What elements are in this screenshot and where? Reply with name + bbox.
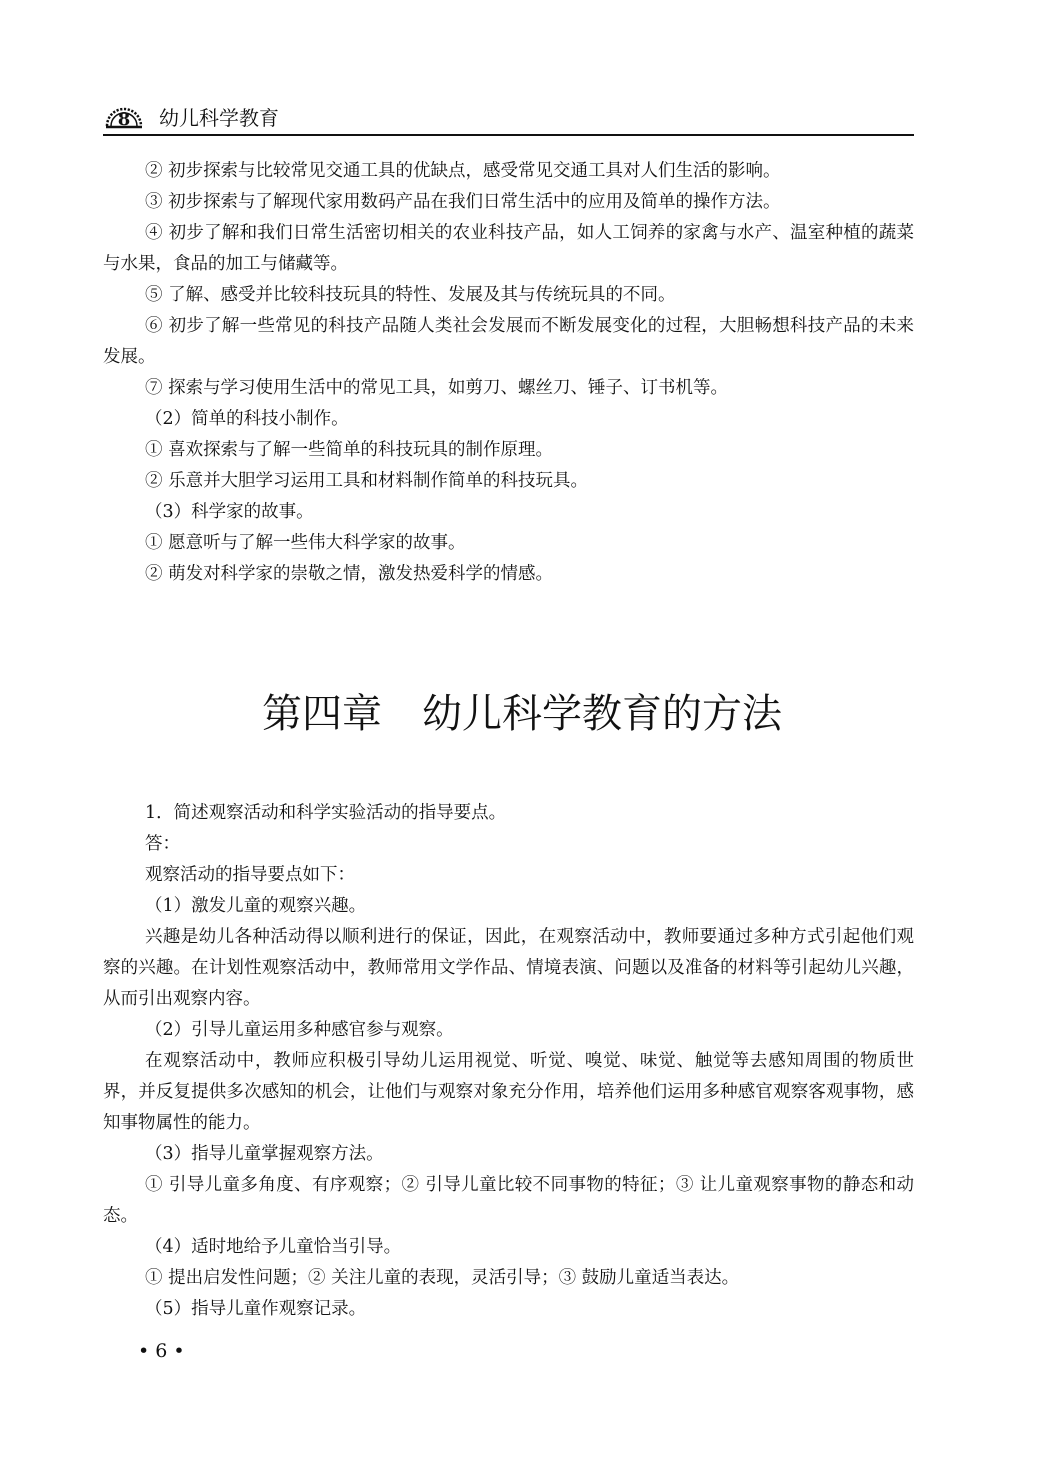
list-item: ⑤ 了解、感受并比较科技玩具的特性、发展及其与传统玩具的不同。: [145, 285, 676, 305]
subsection-heading: （2）引导儿童运用多种感官参与观察。: [145, 1020, 454, 1040]
subsection-heading: （1）激发儿童的观察兴趣。: [145, 896, 367, 916]
list-item: ③ 初步探索与了解现代家用数码产品在我们日常生活中的应用及简单的操作方法。: [145, 192, 781, 212]
paragraph: 观察活动的指导要点如下：: [145, 865, 355, 885]
list-item: ② 初步探索与比较常见交通工具的优缺点，感受常见交通工具对人们生活的影响。: [145, 161, 781, 181]
subsection-heading: （3）指导儿童掌握观察方法。: [145, 1144, 384, 1164]
paragraph: 在观察活动中，教师应积极引导幼儿运用视觉、听觉、嗅觉、味觉、触觉等去感知周围的物质世界，并反复提供多次感知的机会，让他们与观察对象充分作用，培养他们运用多种感官观察客观事物，感知事物属性的能力。: [103, 1051, 914, 1133]
svg-text:8: 8: [117, 109, 131, 130]
subsection-heading: （5）指导儿童作观察记录。: [145, 1299, 367, 1319]
list-item: ⑦ 探索与学习使用生活中的常见工具，如剪刀、螺丝刀、锤子、订书机等。: [145, 378, 729, 398]
list-item: ② 乐意并大胆学习运用工具和材料制作简单的科技玩具。: [145, 471, 589, 491]
paragraph: ① 引导儿童多角度、有序观察；② 引导儿童比较不同事物的特征；③ 让儿童观察事物的静态和动态。: [103, 1175, 914, 1226]
list-item: ① 愿意听与了解一些伟大科学家的故事。: [145, 533, 466, 553]
subsection-heading: （4）适时地给予儿童恰当引导。: [145, 1237, 402, 1257]
list-item: ⑥ 初步了解一些常见的科技产品随人类社会发展而不断发展变化的过程，大胆畅想科技产品的未来发展。: [103, 316, 914, 367]
chapter-title: 第四章 幼儿科学教育的方法: [262, 691, 782, 737]
list-item: ② 萌发对科学家的崇敬之情，激发热爱科学的情感。: [145, 564, 554, 584]
subsection-heading: （3）科学家的故事。: [145, 502, 314, 522]
paragraph: ① 提出启发性问题；② 关注儿童的表现，灵活引导；③ 鼓励儿童适当表达。: [145, 1268, 740, 1288]
page-number: • 6 •: [138, 1340, 185, 1362]
answer-label: 答：: [145, 834, 180, 854]
paragraph: 兴趣是幼儿各种活动得以顺利进行的保证，因此，在观察活动中，教师要通过多种方式引起他们观察的兴趣。在计划性观察活动中，教师常用文学作品、情境表演、问题以及准备的材料等引起幼儿兴趣，从而引出观察内容。: [103, 927, 914, 1009]
publisher-logo-icon: [103, 96, 145, 130]
page-header: [103, 92, 914, 136]
list-item: ④ 初步了解和我们日常生活密切相关的农业科技产品，如人工饲养的家禽与水产、温室种植的蔬菜与水果，食品的加工与储藏等。: [103, 223, 914, 274]
subsection-heading: （2）简单的科技小制作。: [145, 409, 349, 429]
running-header-title: 幼儿科学教育: [159, 106, 279, 130]
list-item: ① 喜欢探索与了解一些简单的科技玩具的制作原理。: [145, 440, 554, 460]
question-text: 1．简述观察活动和科学实验活动的指导要点。: [145, 803, 507, 823]
